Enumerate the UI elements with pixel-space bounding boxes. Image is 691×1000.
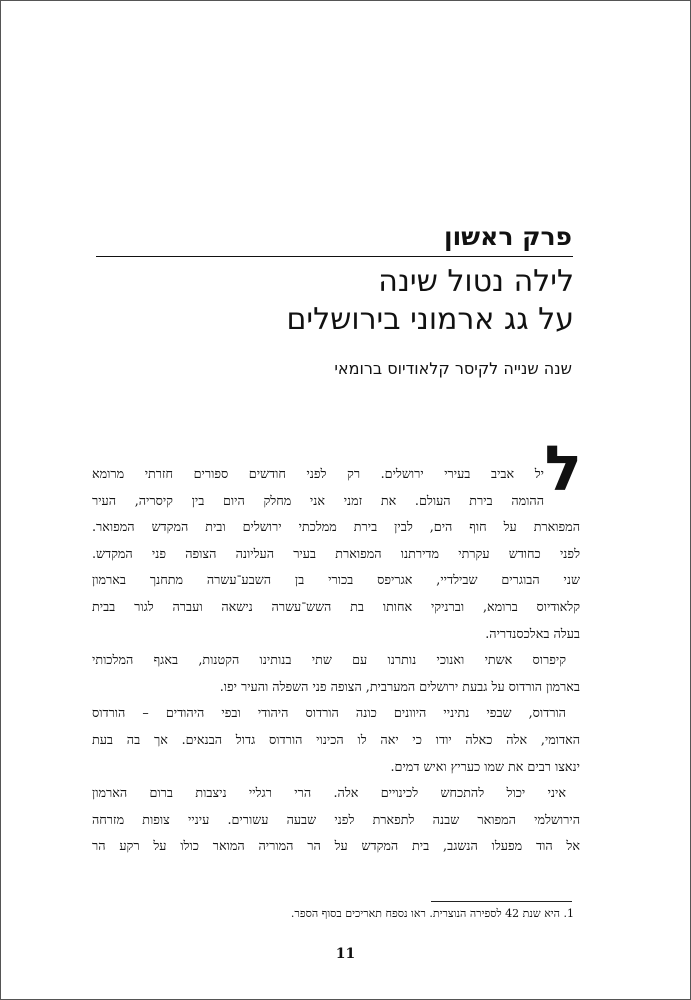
text-line: איני יכול להתכחש לכינויים אלה. הרי רגליי ניצבות ברום הארמון [92,785,566,801]
chapter-title-line: לילה נטול שינה [378,264,574,299]
footnote: 1. היא שנת 42 לספירה הנוצרית. ראו נספח תאריכים בסוף הספר. [290,907,574,920]
text-line: בארמון הורדוס על גבעת ירושלים המערבית, הצופה פני השפלה והעיר יפו. [219,678,580,694]
text-line: אל הוד מפעלו הנשגב, בית המקדש על הר המוריה המואר כולו על רקע הר [92,838,580,854]
footnote-divider [431,901,572,902]
text-line: קיפרוס אשתי ואנוכי נותרנו עם שתי בנותינו הקטנות, באגף המלכותי [92,652,566,668]
text-line: הירושלמי המפואר שבנה לתפארת לפני שבעה עשורים. עיניי צופות מזרחה [92,811,580,827]
text-line: ינאצו רבים את שמו כעריץ ואיש דמים. [390,758,580,774]
text-line: יל אביב בעירי ירושלים. רק לפני חודשים ספורים חזרתי מרומא [92,466,544,481]
page-number: 11 [335,946,356,962]
text-line: ההומה בירת העולם. את זמני אני מחלק היום בין קיסריה, העיר [92,492,544,508]
text-line: בעלה באלכסנדריה. [485,625,580,641]
chapter-divider [96,256,573,257]
drop-cap: ל [544,432,582,505]
chapter-title-line: על גג ארמוני בירושלים [286,302,574,337]
text-line: המפוארת על חוף הים, לבין בירת ממלכתי ירושלים ובית המקדש המפואר. [92,519,580,535]
chapter-title [286,263,574,339]
text-line: האדומי, אלה כאלה יודו כי יאה לו הכינוי הורדוס גדול הבנאים. אך בה בעת [92,731,580,747]
text-line: לפני כחודש עקרתי מדירתנו המפוארת בעיר העליונה הצופה פני המקדש. [92,545,580,561]
body-text [92,461,580,860]
text-line: הורדוס, שבפי נתיניי היוונים כונה הורדוס היהודי ובפי היהודים – הורדוס [92,705,566,721]
chapter-subtitle: שנה שנייה לקיסר קלאודיוס ברומאי [334,359,572,378]
text-line: קלאודיוס ברומא, וברניקי אחותו בת השש־עשרה נישאה ועברה לגור בבית [92,598,580,614]
chapter-label: פרק ראשון [444,222,572,251]
text-line: שני הבוגרים שבילדיי, אגריפס בכורי בן השבע־עשרה מתחנך בארמון [92,572,580,588]
